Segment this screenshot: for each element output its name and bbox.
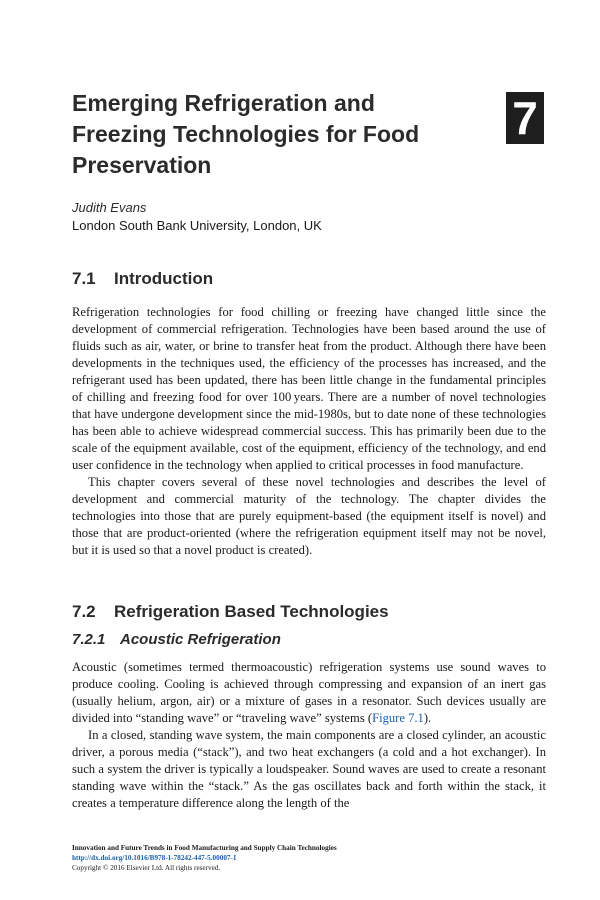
- section-heading-refrigeration-based: [72, 601, 389, 623]
- chapter-number-badge: 7: [506, 92, 544, 144]
- author-affiliation: London South Bank University, London, UK: [72, 218, 322, 233]
- section-title: Introduction: [114, 269, 214, 288]
- chapter-title-line: Preservation: [72, 152, 212, 178]
- section-heading-introduction: [72, 268, 213, 290]
- copyright-notice: Copyright © 2016 Elsevier Ltd. All rights reserved.: [72, 864, 221, 872]
- paragraph-text: ).: [423, 711, 432, 725]
- section-number: 7.2: [72, 602, 96, 621]
- page-footer: [72, 843, 546, 873]
- book-title: Innovation and Future Trends in Food Manufacturing and Supply Chain Technologies: [72, 844, 337, 852]
- paragraph: Refrigeration technologies for food chilling or freezing have changed little since the development of commercial refrigeration. Technologies have been based around the use of fluids such as air, water, or brine to transfer heat from the product. Although there have been developments in the techniques used, the efficiency of the processes has increased, and the refrigerant used has been updated, there has been little change in the fundamental principles of chilling and freezing food for over 100 years. There are a number of novel technologies that have undergone development since the mid-1980s, but to date none of these technologies has been able to achieve widespread commercial success. This has primarily been due to the scale of the equipment available, cost of the equipment, efficiency of the technology, and end user confidence in the technology when applied to critical processes in food manufacture.: [72, 305, 546, 472]
- section-number: 7.1: [72, 269, 96, 288]
- paragraph: This chapter covers several of these novel technologies and describes the level of development and commercial maturity of the technology. The chapter divides the technologies into those that are purely equipment-based (the equipment itself is novel) and those that are product-oriented (where the refrigeration equipment itself may not be novel, but it is used so that a novel product is created).: [72, 475, 546, 557]
- paragraph: In a closed, standing wave system, the main components are a closed cylinder, an acoustic driver, a porous media (“stack”), and two heat exchangers (a cold and a hot exchanger). In such a system the driver is typically a loudspeaker. Sound waves are used to create a resonant standing wave within the “stack.” As the gas oscillates back and forth within the stack, it creates a temperature difference along the length of the: [72, 728, 546, 810]
- figure-link[interactable]: Figure 7.1: [372, 711, 424, 725]
- chapter-title: [72, 88, 472, 181]
- paragraph: [72, 659, 546, 727]
- section-title: Refrigeration Based Technologies: [114, 602, 389, 621]
- subsection-title: Acoustic Refrigeration: [120, 631, 281, 648]
- doi-link[interactable]: http://dx.doi.org/10.1016/B978-1-78242-447-5.00007-1: [72, 854, 237, 862]
- author-name: Judith Evans: [72, 200, 147, 215]
- subsection-heading-acoustic: [72, 630, 281, 650]
- acoustic-body: [72, 659, 546, 812]
- paragraph-text: Acoustic (sometimes termed thermoacoustic) refrigeration systems use sound waves to produce cooling. Cooling is achieved through compressing and expansion of an inert gas (usually helium, argon, air) or a mixture of gases in a resonator. Such devices usually are divided into “standing wave” or “traveling wave” systems (: [72, 660, 546, 725]
- chapter-title-line: Emerging Refrigeration and: [72, 90, 375, 116]
- chapter-title-line: Freezing Technologies for Food: [72, 121, 420, 147]
- introduction-body: [72, 304, 546, 559]
- subsection-number: 7.2.1: [72, 631, 106, 648]
